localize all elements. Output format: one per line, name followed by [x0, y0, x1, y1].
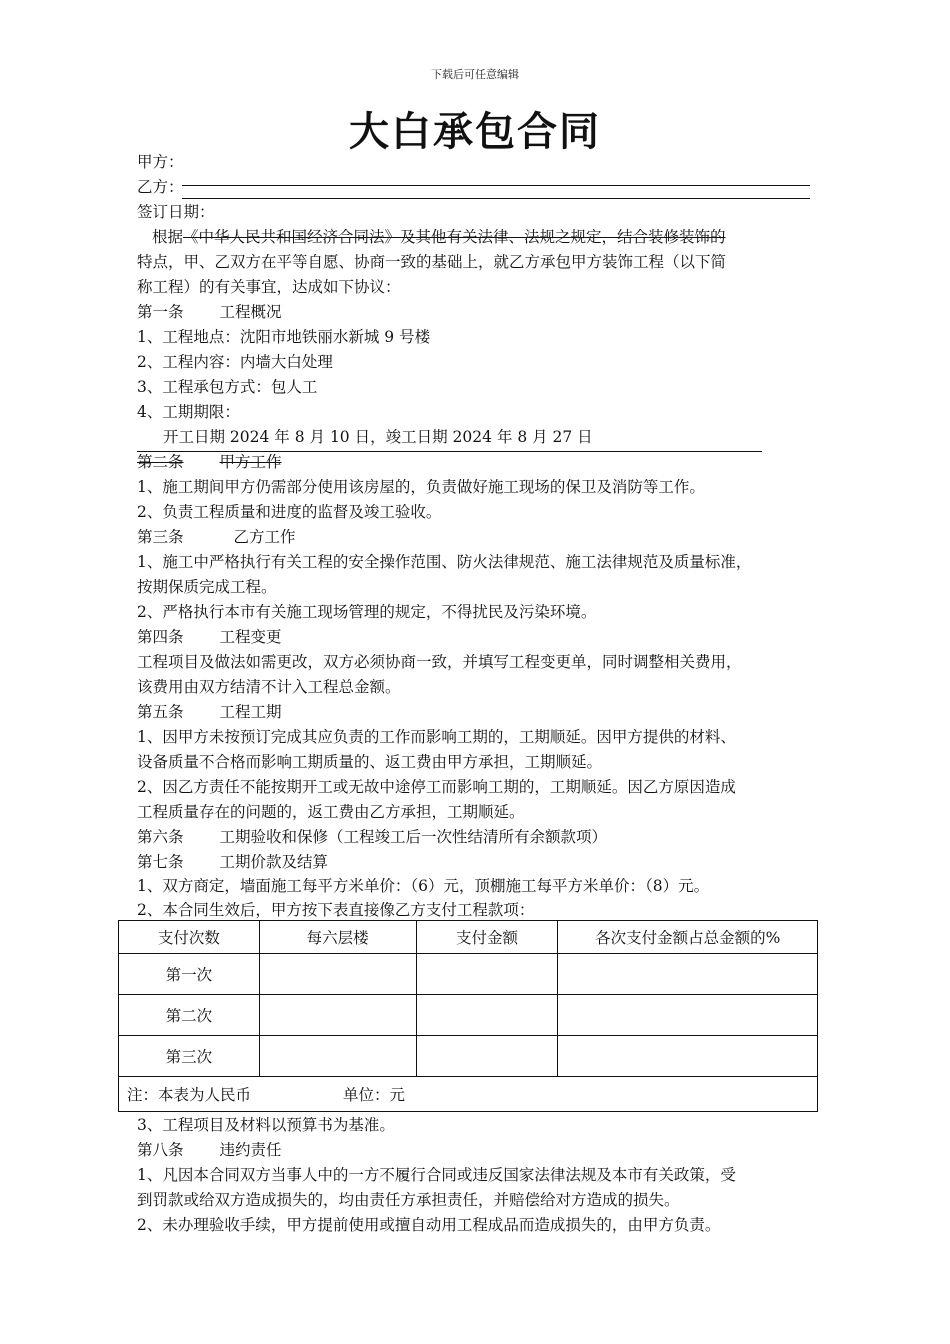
- list-item: 3、工程项目及材料以预算书为基准。: [137, 1116, 395, 1134]
- article-7-heading: [137, 852, 328, 872]
- article-title: 乙方工作: [233, 528, 296, 546]
- list-item: 2、本合同生效后，甲方按下表直接像乙方支付工程款项：: [137, 901, 535, 919]
- intro-line-2: 特点，甲、乙双方在平等自愿、协商一致的基础上，就乙方承包甲方装饰工程（以下简: [137, 253, 727, 271]
- list-item: 2、负责工程质量和进度的监督及竣工验收。: [137, 503, 442, 521]
- article-number: 第八条: [137, 1141, 184, 1159]
- header-note: 下载后可任意编辑: [431, 68, 519, 81]
- list-item: 2、未办理验收手续，甲方提前使用或擅自动用工程成品而造成损失的，由甲方负责。: [137, 1216, 721, 1234]
- list-item: 设备质量不合格而影响工期质量的、返工费由甲方承担，工期顺延。: [137, 753, 603, 771]
- table-cell: [558, 995, 818, 1036]
- article-title: 工期验收和保修（工程竣工后一次性结清所有余额款项）: [219, 828, 608, 846]
- table-cell: 第三次: [119, 1036, 260, 1077]
- table-cell: 第一次: [119, 954, 260, 995]
- article-number: 第四条: [137, 628, 184, 646]
- intro-line-3: 称工程）的有关事宜，达成如下协议：: [137, 278, 401, 296]
- article-1-heading: [137, 302, 282, 322]
- table-cell: [416, 995, 558, 1036]
- article-number: 第二条: [137, 453, 184, 471]
- list-item: 1、施工中严格执行有关工程的安全操作范围、防火法律规范、施工法律规范及质量标准，: [137, 553, 752, 571]
- paragraph-line: 工程项目及做法如需更改，双方必须协商一致，并填写工程变更单，同时调整相关费用，: [137, 653, 742, 671]
- table-row: [119, 954, 818, 995]
- article-title: 违约责任: [219, 1141, 282, 1159]
- party-a-label: 甲方：: [137, 153, 184, 171]
- list-item: 按期保质完成工程。: [137, 578, 277, 596]
- table-unit: 单位：元: [343, 1086, 406, 1104]
- list-item: 2、工程内容：内墙大白处理: [137, 353, 333, 371]
- article-title: 工期价款及结算: [219, 853, 329, 871]
- article-number: 第六条: [137, 828, 184, 846]
- table-cell: [416, 1036, 558, 1077]
- article-number: 第七条: [137, 853, 184, 871]
- table-note-cell: [119, 1077, 818, 1112]
- table-header-cell: 支付次数: [119, 921, 260, 954]
- list-item: 4、工期期限：: [137, 403, 240, 421]
- article-number: 第三条: [137, 528, 184, 546]
- article-title: 工程变更: [219, 628, 282, 646]
- list-item: 工程质量存在的问题的，返工费由乙方承担，工期顺延。: [137, 803, 525, 821]
- intro-struck-text: 《中华人民共和国经济合同法》及其他有关法律、法规之规定，结合装修装饰的: [183, 228, 726, 246]
- list-item: 1、因甲方未按预订完成其应负责的工作而影响工期的，工期顺延。因甲方提供的材料、: [137, 728, 736, 746]
- article-8-heading: [137, 1140, 282, 1160]
- article-title: 甲方工作: [219, 453, 282, 471]
- article-title: 工程工期: [219, 703, 282, 721]
- intro-prefix: 根据: [152, 228, 184, 246]
- article-3-heading: [137, 527, 296, 547]
- list-item: 3、工程承包方式：包人工: [137, 378, 318, 396]
- article-number: 第一条: [137, 303, 184, 321]
- article-number: 第五条: [137, 703, 184, 721]
- paragraph-line: 该费用由双方结清不计入工程总金额。: [137, 678, 401, 696]
- table-header-cell: 支付金额: [416, 921, 558, 954]
- table-header-cell: 每六层楼: [259, 921, 416, 954]
- table-cell: [558, 954, 818, 995]
- article-4-heading: [137, 627, 282, 647]
- article-title: 工程概况: [219, 303, 282, 321]
- table-note: 注：本表为人民币: [127, 1086, 252, 1104]
- table-cell: [558, 1036, 818, 1077]
- intro-line-1: [152, 227, 726, 247]
- table-header-row: [119, 921, 818, 954]
- table-cell: 第二次: [119, 995, 260, 1036]
- table-row: [119, 1036, 818, 1077]
- table-note-row: [119, 1077, 818, 1112]
- article-2-heading: [137, 452, 282, 472]
- work-dates: 开工日期 2024 年 8 月 10 日，竣工日期 2024 年 8 月 27 日: [163, 428, 593, 446]
- party-b-label: 乙方：: [137, 178, 184, 196]
- list-item: 1、双方商定，墙面施工每平方米单价：（6）元，顶棚施工每平方米单价：（8）元。: [137, 877, 710, 895]
- article-5-heading: [137, 702, 282, 722]
- list-item: 2、因乙方责任不能按期开工或无故中途停工而影响工期的，工期顺延。因乙方原因造成: [137, 778, 736, 796]
- separator-line: [182, 198, 810, 199]
- table-cell: [259, 995, 416, 1036]
- list-item: 到罚款或给双方造成损失的，均由责任方承担责任，并赔偿给对方造成的损失。: [137, 1191, 680, 1209]
- article-6-heading: [137, 827, 607, 847]
- party-b-line: [182, 185, 810, 186]
- table-header-cell: 各次支付金额占总金额的%: [558, 921, 818, 954]
- table-row: [119, 995, 818, 1036]
- table-cell: [259, 1036, 416, 1077]
- document-title: 大白承包合同: [349, 109, 601, 155]
- list-item: 1、凡因本合同双方当事人中的一方不履行合同或违反国家法律法规及本市有关政策，受: [137, 1166, 736, 1184]
- payment-table: [118, 920, 818, 1112]
- sign-date-label: 签订日期：: [137, 203, 215, 221]
- list-item: 1、工程地点：沈阳市地铁丽水新城 9 号楼: [137, 328, 431, 346]
- list-item: 1、施工期间甲方仍需部分使用该房屋的，负责做好施工现场的保卫及消防等工作。: [137, 478, 705, 496]
- table-cell: [416, 954, 558, 995]
- list-item: 2、严格执行本市有关施工现场管理的规定，不得扰民及污染环境。: [137, 603, 597, 621]
- table-cell: [259, 954, 416, 995]
